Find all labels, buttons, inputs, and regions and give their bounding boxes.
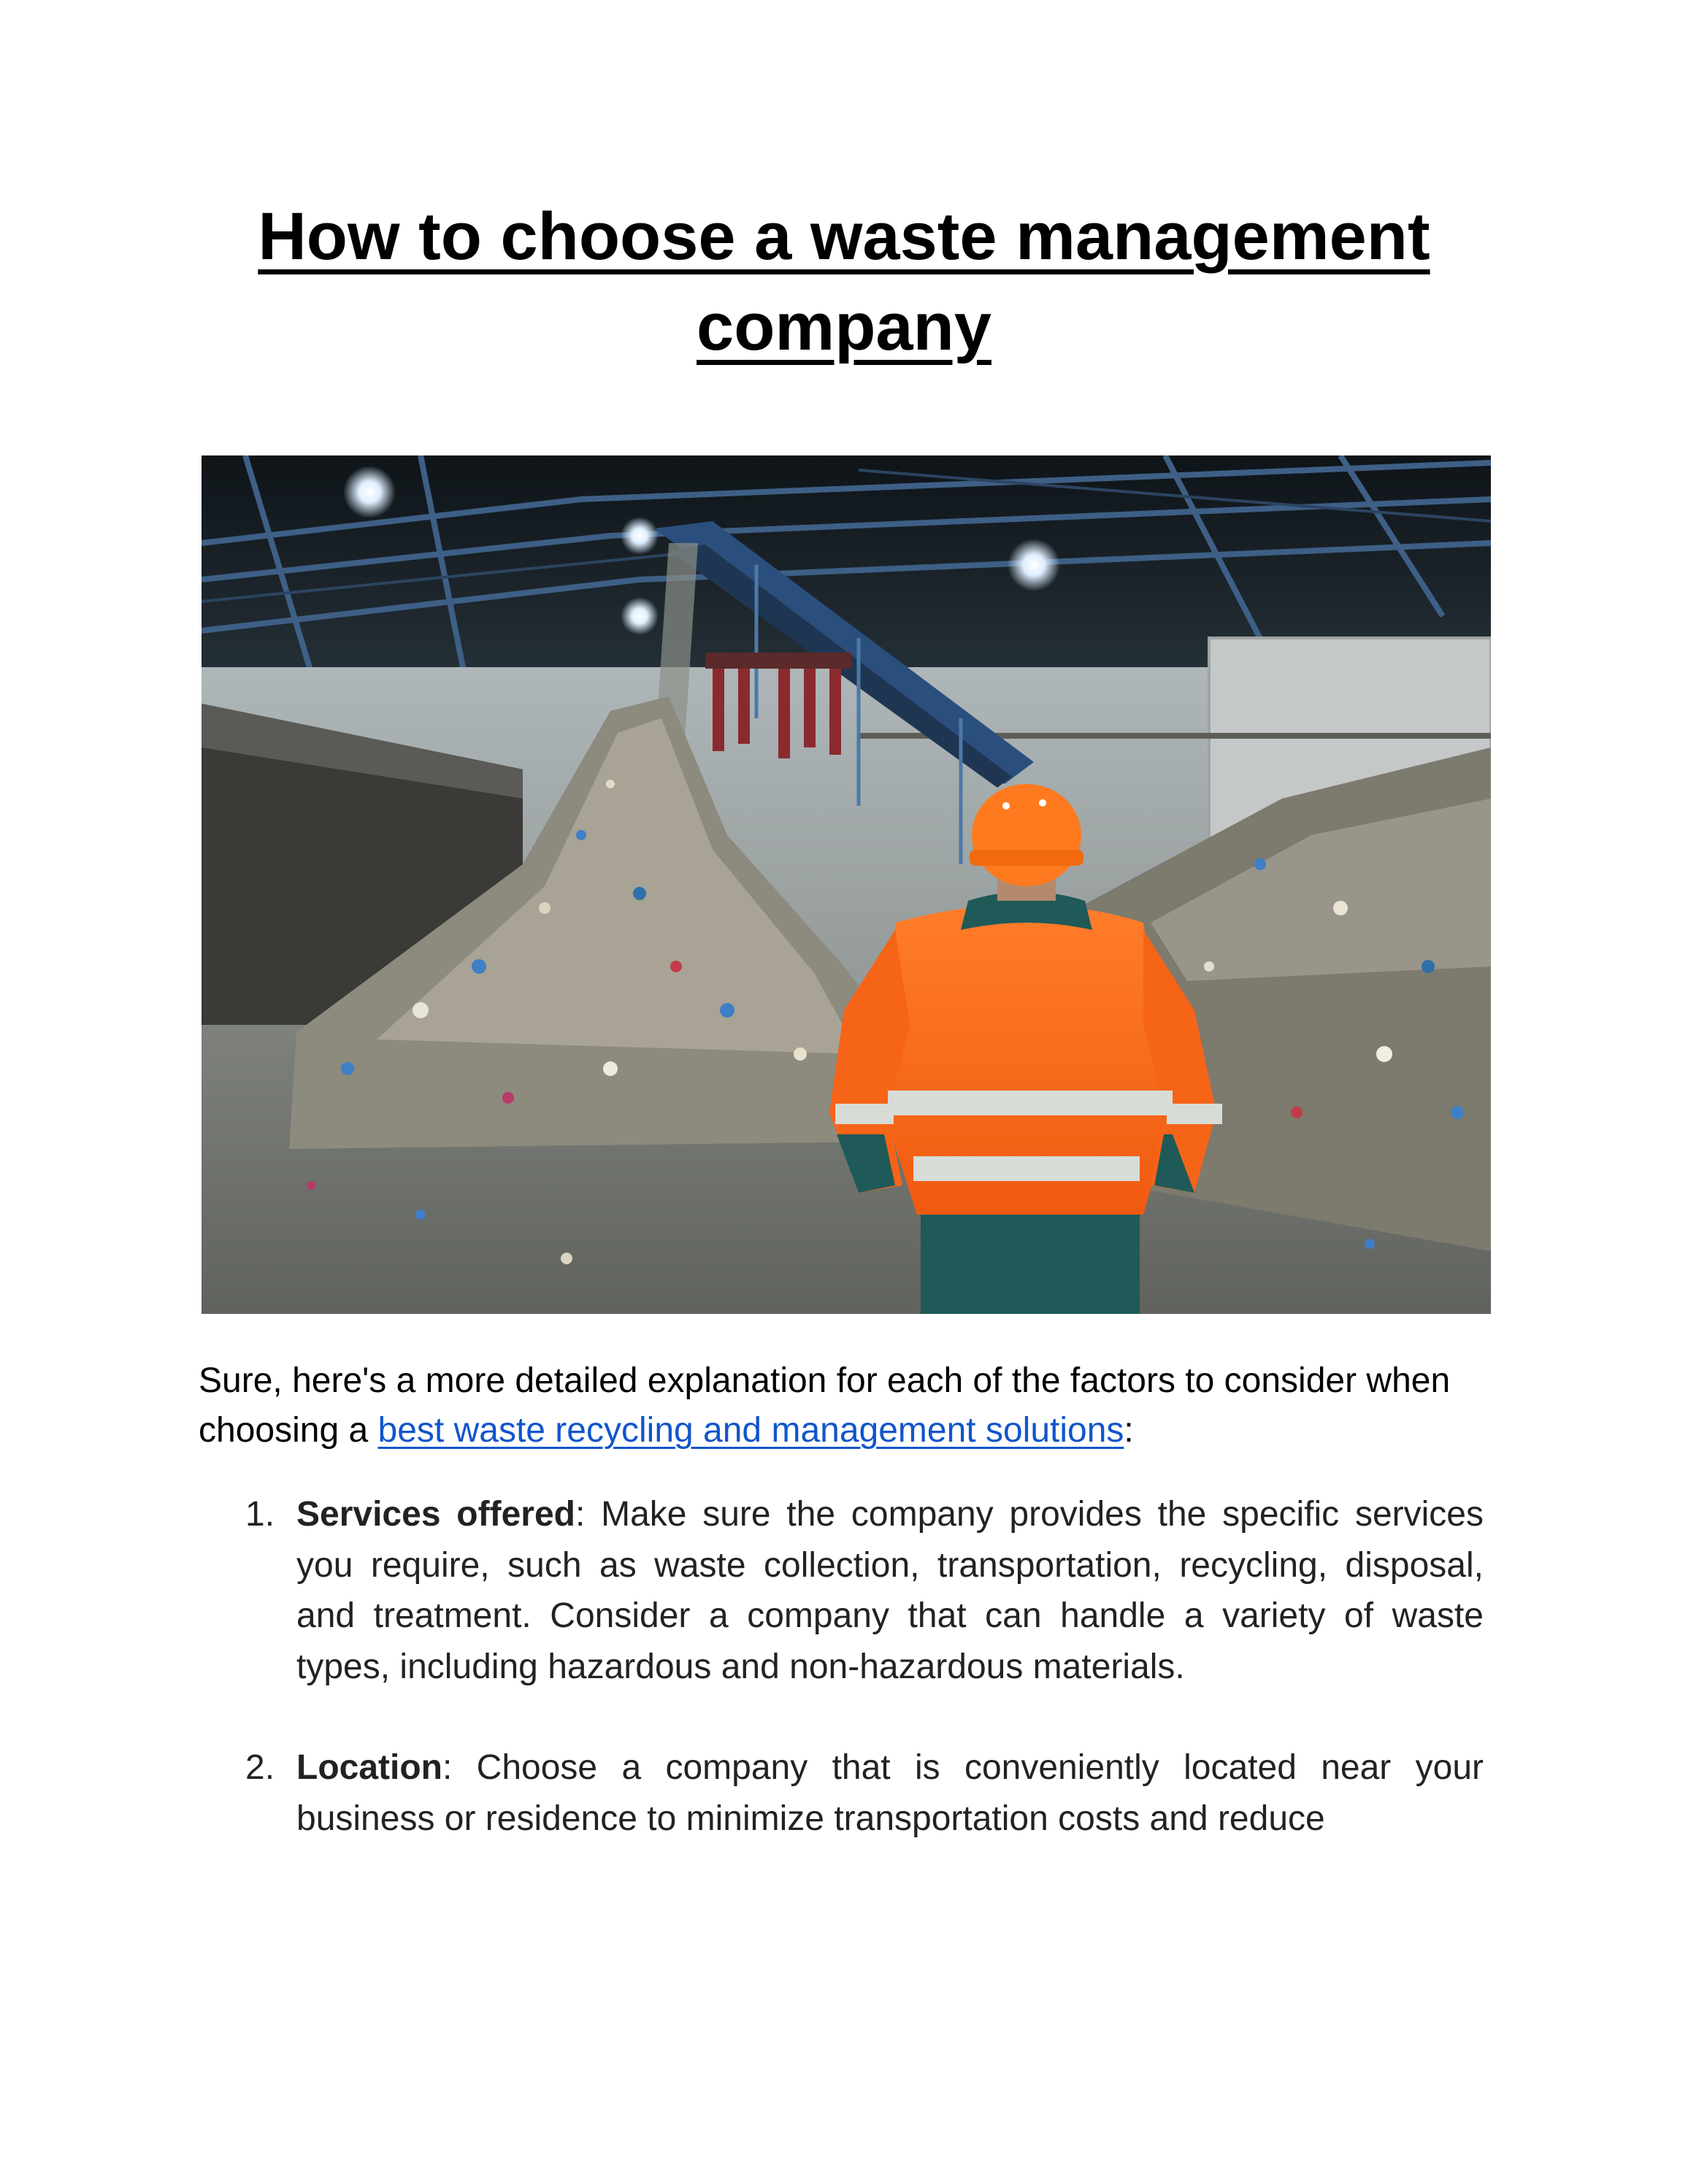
intro-colon: : (1124, 1411, 1134, 1450)
list-item-title: Location (296, 1748, 442, 1787)
intro-paragraph (199, 1356, 1498, 1456)
list-item-text: Choose a company that is conveniently located near your business or residence to minimize transportation costs and reduce (296, 1748, 1484, 1838)
list-item (199, 1489, 1484, 1692)
list-item-title: Services offered (296, 1495, 575, 1534)
recycling-facility-photo (202, 455, 1491, 1314)
photo-illustration (202, 455, 1491, 1314)
list-item-separator: : (575, 1495, 586, 1534)
recycling-solutions-link[interactable]: best waste recycling and management solutions (377, 1411, 1124, 1450)
list-item (199, 1742, 1484, 1844)
list-item-separator: : (442, 1748, 453, 1787)
factors-list (199, 1489, 1484, 1894)
intro-text: Sure, here's a more detailed explanation for each of the factors to consider when choosing a (199, 1361, 1451, 1450)
list-item-number: 1. (245, 1495, 275, 1534)
page-title: How to choose a waste management company (258, 199, 1430, 364)
list-item-number: 2. (245, 1748, 275, 1787)
list-item-text: Make sure the company provides the specific services you require, such as waste collection, transportation, recycling, disposal, and treatment. Consider a company that can handle a variety of waste types, including hazardous and non-hazardous materials. (296, 1495, 1484, 1686)
